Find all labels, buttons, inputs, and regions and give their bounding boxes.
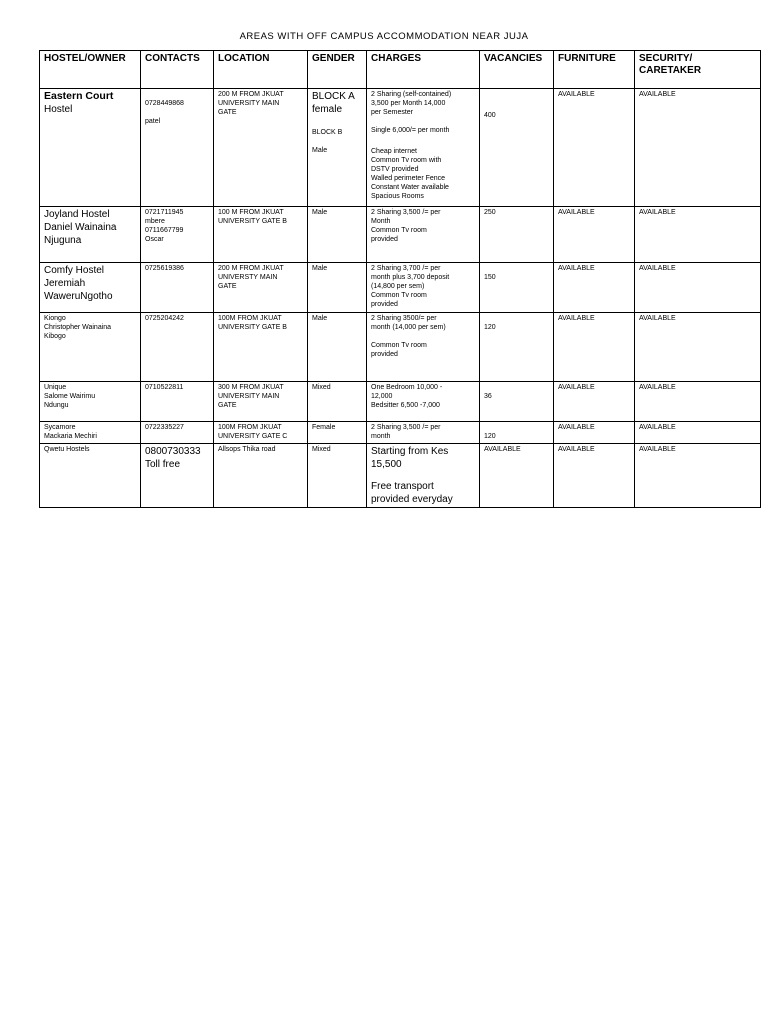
location-line: UNIVERSITY GATE B <box>218 218 287 225</box>
vacancies-value: 150 <box>484 274 496 281</box>
gender-line: Mixed <box>312 446 331 453</box>
vacancies-cell <box>480 422 554 444</box>
charges-cell <box>367 263 480 313</box>
hostel-owner-line: Hostel <box>44 104 73 115</box>
hostel-name: Comfy Hostel <box>44 265 105 276</box>
security-cell: AVAILABLE <box>635 313 761 382</box>
location-line: UNIVERSITY MAIN <box>218 393 280 400</box>
vacancies-value: 120 <box>484 324 496 331</box>
gender-cell <box>308 444 367 508</box>
gender-line: Male <box>312 315 328 322</box>
owner-cell <box>40 89 141 207</box>
location-line: 100M FROM JKUAT <box>218 315 282 322</box>
header-security <box>635 51 761 89</box>
header-gender: GENDER <box>308 51 367 89</box>
hostel-name: Joyland Hostel <box>44 209 110 220</box>
header-row <box>40 51 761 89</box>
furniture-cell: AVAILABLE <box>554 444 635 508</box>
charges-line: Month <box>371 218 391 225</box>
location-line: 100 M FROM JKUAT <box>218 209 284 216</box>
gender-line: Female <box>312 424 336 431</box>
charges-line: 12,000 <box>371 393 393 400</box>
owner-cell <box>40 263 141 313</box>
charges-cell <box>367 207 480 263</box>
security-cell: AVAILABLE <box>635 422 761 444</box>
header-location: LOCATION <box>214 51 308 89</box>
contact-line: 0711667799 <box>145 227 184 234</box>
owner-cell <box>40 313 141 382</box>
security-cell: AVAILABLE <box>635 89 761 207</box>
owner-cell <box>40 422 141 444</box>
gender-line: BLOCK B <box>312 129 343 136</box>
charges-line: provided <box>371 351 398 358</box>
vacancies-cell <box>480 263 554 313</box>
location-line: 200 M FROM JKUAT <box>218 91 284 98</box>
gender-cell <box>308 263 367 313</box>
location-cell <box>214 313 308 382</box>
location-line: 200 M FROM JKUAT <box>218 265 284 272</box>
vacancies-cell <box>480 207 554 263</box>
location-line: GATE <box>218 402 237 409</box>
hostel-owner-line: Ndungu <box>44 402 69 409</box>
location-line: UNIVERSITY GATE B <box>218 324 287 331</box>
contacts-cell <box>141 382 214 422</box>
charges-line: 3,500 per Month 14,000 <box>371 100 446 107</box>
charges-line: per Semester <box>371 109 414 116</box>
charges-line: Common Tv room <box>371 227 427 234</box>
contacts-cell <box>141 422 214 444</box>
furniture-cell: AVAILABLE <box>554 263 635 313</box>
security-cell: AVAILABLE <box>635 207 761 263</box>
furniture-cell: AVAILABLE <box>554 89 635 207</box>
location-cell <box>214 422 308 444</box>
charges-line: 2 Sharing 3,700 /= per <box>371 265 441 272</box>
contact-line: Toll free <box>145 459 181 470</box>
contact-line: 0722335227 <box>145 424 184 431</box>
charges-line: 2 Sharing 3,500 /= per <box>371 209 441 216</box>
location-cell <box>214 444 308 508</box>
charges-line: Common Tv room <box>371 342 427 349</box>
charges-cell <box>367 313 480 382</box>
location-line: 300 M FROM JKUAT <box>218 384 284 391</box>
header-vacancies: VACANCIES <box>480 51 554 89</box>
vacancies-value: 120 <box>484 433 496 440</box>
charges-cell <box>367 382 480 422</box>
gender-cell <box>308 382 367 422</box>
gender-line: Male <box>312 209 328 216</box>
contact-line: 0725204242 <box>145 315 184 322</box>
charges-line: Single 6,000/= per month <box>371 127 450 134</box>
hostel-name: Sycamore <box>44 424 76 431</box>
location-cell <box>214 263 308 313</box>
hostel-owner-line: Daniel Wainaina <box>44 222 117 233</box>
hostel-owner-line: Kibogo <box>44 333 66 340</box>
location-line: UNIVERSITY MAIN <box>218 100 280 107</box>
contacts-cell <box>141 207 214 263</box>
location-cell <box>214 89 308 207</box>
owner-cell <box>40 207 141 263</box>
charges-line: Starting from Kes <box>371 446 449 457</box>
header-security-line1: SECURITY/ <box>639 53 693 64</box>
vacancies-value: 250 <box>484 209 496 216</box>
furniture-cell: AVAILABLE <box>554 422 635 444</box>
furniture-cell: AVAILABLE <box>554 207 635 263</box>
table-row <box>40 207 761 263</box>
owner-cell <box>40 444 141 508</box>
hostel-owner-line: Jeremiah <box>44 278 86 289</box>
gender-line: Male <box>312 147 328 154</box>
header-furniture: FURNITURE <box>554 51 635 89</box>
owner-cell <box>40 382 141 422</box>
vacancies-cell <box>480 382 554 422</box>
hostel-owner-line: Salome Wairimu <box>44 393 96 400</box>
security-cell: AVAILABLE <box>635 382 761 422</box>
header-contacts: CONTACTS <box>141 51 214 89</box>
charges-line: Cheap internet <box>371 148 417 155</box>
charges-line: provided everyday <box>371 494 453 505</box>
charges-line: Constant Water available <box>371 184 449 191</box>
charges-line: Walled perimeter Fence <box>371 175 446 182</box>
contacts-cell <box>141 89 214 207</box>
charges-line: provided <box>371 236 398 243</box>
charges-line: Free transport <box>371 481 434 492</box>
hostel-owner-line: WaweruNgotho <box>44 291 113 302</box>
contact-line: mbere <box>145 218 165 225</box>
contacts-cell <box>141 313 214 382</box>
location-line: GATE <box>218 283 237 290</box>
charges-line: month <box>371 433 391 440</box>
header-security-line2: CARETAKER <box>639 65 702 76</box>
charges-line: 15,500 <box>371 459 402 470</box>
furniture-cell: AVAILABLE <box>554 382 635 422</box>
charges-line: 2 Sharing 3500/= per <box>371 315 437 322</box>
contact-line: 0725619386 <box>145 265 184 272</box>
charges-cell <box>367 444 480 508</box>
charges-line: month (14,000 per sem) <box>371 324 446 331</box>
security-cell: AVAILABLE <box>635 263 761 313</box>
charges-line: One Bedroom 10,000 - <box>371 384 443 391</box>
contact-line: 0728449868 <box>145 100 184 107</box>
charges-line: 2 Sharing 3,500 /= per <box>371 424 441 431</box>
charges-line: provided <box>371 301 398 308</box>
table-row <box>40 313 761 382</box>
charges-line: Common Tv room with <box>371 157 442 164</box>
charges-cell <box>367 422 480 444</box>
gender-line: BLOCK A <box>312 91 355 102</box>
charges-line: Common Tv room <box>371 292 427 299</box>
charges-line: month plus 3,700 deposit <box>371 274 450 281</box>
hostel-owner-line: Christopher Wainaina <box>44 324 112 331</box>
gender-cell <box>308 313 367 382</box>
vacancies-cell <box>480 313 554 382</box>
location-line: Allsops Thika road <box>218 446 276 453</box>
table-row <box>40 89 761 207</box>
hostel-owner-line: Njuguna <box>44 235 82 246</box>
location-cell <box>214 207 308 263</box>
charges-line: (14,800 per sem) <box>371 283 425 290</box>
location-line: GATE <box>218 109 237 116</box>
furniture-cell: AVAILABLE <box>554 313 635 382</box>
contact-line: Oscar <box>145 236 164 243</box>
table-row <box>40 263 761 313</box>
gender-cell <box>308 89 367 207</box>
contact-line: 0710522811 <box>145 384 184 391</box>
contacts-cell <box>141 444 214 508</box>
hostel-owner-line: Mackaria Mechiri <box>44 433 97 440</box>
contact-line: 0721711945 <box>145 209 184 216</box>
gender-line: Mixed <box>312 384 331 391</box>
document-title: AREAS WITH OFF CAMPUS ACCOMMODATION NEAR JUJA <box>239 31 529 42</box>
hostel-name: Unique <box>44 384 67 391</box>
gender-line: female <box>312 104 343 115</box>
charges-line: Spacious Rooms <box>371 193 424 200</box>
charges-line: DSTV provided <box>371 166 419 173</box>
charges-line: 2 Sharing (self-contained) <box>371 91 452 98</box>
table-row <box>40 382 761 422</box>
vacancies-cell <box>480 444 554 508</box>
location-line: 100M FROM JKUAT <box>218 424 282 431</box>
vacancies-value: 400 <box>484 112 496 119</box>
gender-line: Male <box>312 265 328 272</box>
location-cell <box>214 382 308 422</box>
table-row <box>40 422 761 444</box>
charges-line: Bedsitter 6,500 -7,000 <box>371 402 440 409</box>
hostel-name: Kiongo <box>44 315 66 322</box>
location-line: UNIVERSTY MAIN <box>218 274 278 281</box>
hostel-name: Eastern Court <box>44 90 114 102</box>
header-hostel-owner: HOSTEL/OWNER <box>40 51 141 89</box>
vacancies-value: 36 <box>484 393 492 400</box>
security-cell: AVAILABLE <box>635 444 761 508</box>
location-line: UNIVERSITY GATE C <box>218 433 288 440</box>
contact-line: patel <box>145 118 161 125</box>
gender-cell <box>308 207 367 263</box>
table-row <box>40 444 761 508</box>
accommodation-table <box>39 50 761 508</box>
hostel-name: Qwetu Hostels <box>44 446 90 453</box>
vacancies-value: AVAILABLE <box>484 446 521 453</box>
charges-cell <box>367 89 480 207</box>
vacancies-cell <box>480 89 554 207</box>
contact-line: 0800730333 <box>145 446 201 457</box>
header-charges: CHARGES <box>367 51 480 89</box>
gender-cell <box>308 422 367 444</box>
contacts-cell <box>141 263 214 313</box>
